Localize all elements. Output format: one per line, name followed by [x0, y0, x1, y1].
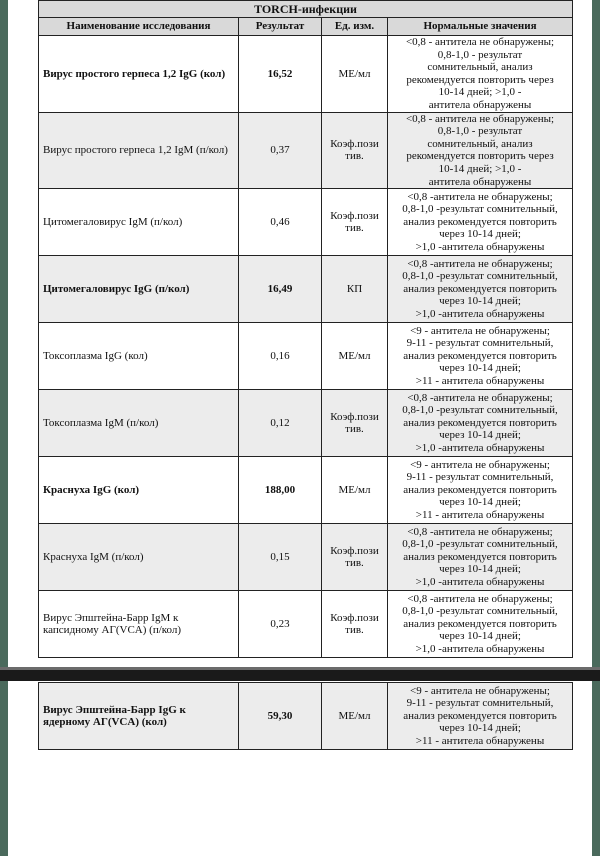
test-unit: Коэф.пози тив. [322, 591, 388, 658]
test-result: 0,15 [239, 524, 322, 591]
test-result: 0,46 [239, 189, 322, 256]
test-norm: <0,8 -антитела не обнаружены; 0,8-1,0 -результат сомнительный, анализ рекомендуется повторить через 10-14 дней; >1,0 -антитела обнаружены [388, 189, 573, 256]
table-row [39, 36, 573, 113]
test-name: Цитомегаловирус IgG (п/кол) [39, 256, 239, 323]
test-unit: Коэф.пози тив. [322, 112, 388, 189]
test-name: Вирус простого герпеса 1,2 IgM (п/кол) [39, 112, 239, 189]
page-break-divider [0, 670, 600, 681]
results-sheet [38, 0, 572, 658]
table-row [39, 189, 573, 256]
test-norm: <9 - антитела не обнаружены; 9-11 - результат сомнительный, анализ рекомендуется повторить через 10-14 дней; >11 - антитела обнаружены [388, 457, 573, 524]
test-result: 0,12 [239, 390, 322, 457]
results-sheet-continued [38, 682, 572, 750]
table-row [39, 683, 573, 750]
test-norm: <9 - антитела не обнаружены; 9-11 - результат сомнительный, анализ рекомендуется повторить через 10-14 дней; >11 - антитела обнаружены [388, 683, 573, 750]
test-unit: МЕ/мл [322, 683, 388, 750]
test-name: Цитомегаловирус IgM (п/кол) [39, 189, 239, 256]
test-norm: <0,8 -антитела не обнаружены; 0,8-1,0 -результат сомнительный, анализ рекомендуется повторить через 10-14 дней; >1,0 -антитела обнаружены [388, 524, 573, 591]
test-result: 16,49 [239, 256, 322, 323]
torch-table [38, 0, 573, 658]
test-unit: МЕ/мл [322, 323, 388, 390]
test-result: 0,16 [239, 323, 322, 390]
test-name: Вирус простого герпеса 1,2 IgG (кол) [39, 36, 239, 113]
test-name: Вирус Эпштейна-Барр IgG к ядерному АГ(VCA) (кол) [39, 683, 239, 750]
test-name: Краснуха IgG (кол) [39, 457, 239, 524]
table-row [39, 112, 573, 189]
test-name: Вирус Эпштейна-Барр IgM к капсидному АГ(VCA) (п/кол) [39, 591, 239, 658]
table-row [39, 457, 573, 524]
section-title: TORCH-инфекции [39, 1, 573, 18]
test-unit: Коэф.пози тив. [322, 524, 388, 591]
table-row [39, 390, 573, 457]
test-norm: <9 - антитела не обнаружены; 9-11 - результат сомнительный, анализ рекомендуется повторить через 10-14 дней; >11 - антитела обнаружены [388, 323, 573, 390]
column-header-norm: Нормальные значения [388, 18, 573, 36]
test-norm: <0,8 -антитела не обнаружены; 0,8-1,0 -результат сомнительный, анализ рекомендуется повторить через 10-14 дней; >1,0 -антитела обнаружены [388, 390, 573, 457]
test-unit: КП [322, 256, 388, 323]
test-norm: <0,8 -антитела не обнаружены; 0,8-1,0 -результат сомнительный, анализ рекомендуется повторить через 10-14 дней; >1,0 -антитела обнаружены [388, 591, 573, 658]
column-header-unit: Ед. изм. [322, 18, 388, 36]
test-unit: Коэф.пози тив. [322, 390, 388, 457]
test-unit: МЕ/мл [322, 36, 388, 113]
test-result: 59,30 [239, 683, 322, 750]
table-row [39, 323, 573, 390]
test-unit: МЕ/мл [322, 457, 388, 524]
test-name: Краснуха IgM (п/кол) [39, 524, 239, 591]
test-norm: <0,8 -антитела не обнаружены; 0,8-1,0 -результат сомнительный, анализ рекомендуется повторить через 10-14 дней; >1,0 -антитела обнаружены [388, 256, 573, 323]
test-name: Токсоплазма IgG (кол) [39, 323, 239, 390]
test-name: Токсоплазма IgM (п/кол) [39, 390, 239, 457]
column-header-name: Наименование исследования [39, 18, 239, 36]
table-row [39, 256, 573, 323]
test-result: 0,23 [239, 591, 322, 658]
test-result: 188,00 [239, 457, 322, 524]
test-unit: Коэф.пози тив. [322, 189, 388, 256]
table-row [39, 591, 573, 658]
test-result: 16,52 [239, 36, 322, 113]
test-norm: <0,8 - антитела не обнаружены; 0,8-1,0 - результат сомнительный, анализ рекомендуется повторить через 10-14 дней; >1,0 - антитела обнаружены [388, 112, 573, 189]
page [8, 0, 592, 856]
column-header-result: Результат [239, 18, 322, 36]
test-result: 0,37 [239, 112, 322, 189]
test-norm: <0,8 - антитела не обнаружены; 0,8-1,0 - результат сомнительный, анализ рекомендуется повторить через 10-14 дней; >1,0 - антитела обнаружены [388, 36, 573, 113]
torch-table-continued [38, 682, 573, 750]
table-row [39, 524, 573, 591]
